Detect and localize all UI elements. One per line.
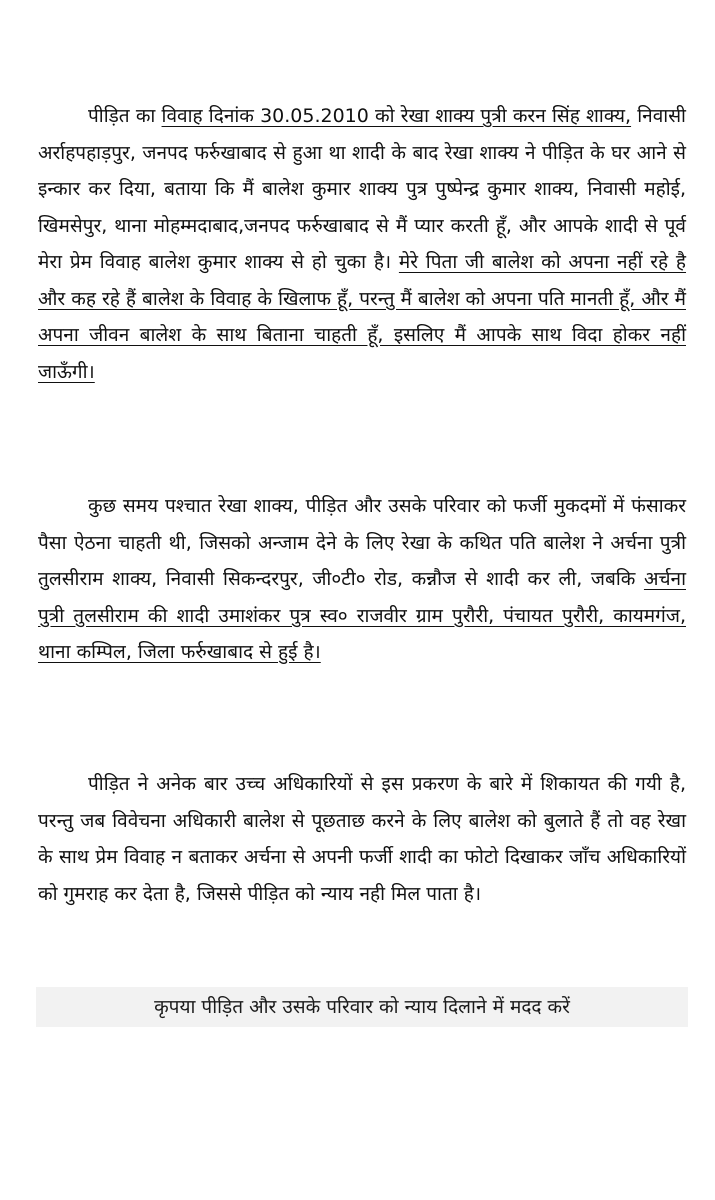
paragraph-2-body: कुछ समय पश्चात रेखा शाक्य, पीड़ित और उसके परिवार को फर्जी मुकदमों में फंसाकर पैसा ऐठना चाहती थी, जिसको अन्जाम देने के लिए रेखा के कथित पति बालेश ने अर्चना पुत्री तुलसीराम शाक्य, निवासी सिकन्दरपुर, जी०टी० रोड, कन्नौज से शादी कर ली, जबकि bbox=[38, 495, 686, 590]
paragraph-complaints bbox=[38, 766, 686, 912]
paragraph-marriage-details bbox=[38, 98, 686, 390]
paragraph-2-underlined-archana-marriage: अर्चना पुत्री तुलसीराम की शादी उमाशंकर पुत्र स्व० राजवीर ग्राम पुरौरी, पंचायत पुरौरी, कायमगंज, थाना कम्पिल, जिला फर्रुखाबाद से हुई है। bbox=[38, 568, 686, 663]
paragraph-1-underlined-marriage-date: विवाह दिनांक 30.05.2010 को रेखा शाक्य पुत्री करन सिंह शाक्य, bbox=[161, 105, 632, 127]
paragraph-1-underlined-statement: मेरे पिता जी बालेश को अपना नहीं रहे है और कह रहे हैं बालेश के विवाह के खिलाफ हूँ, परन्तु मैं बालेश को अपना पति मानती हूँ, और मैं अपना जीवन बालेश के साथ बिताना चाहती हूँ, इसलिए मैं आपके साथ विदा होकर नहीं जाऊँगी। bbox=[38, 251, 687, 383]
paragraph-3-body: पीड़ित ने अनेक बार उच्च अधिकारियों से इस प्रकरण के बारे में शिकायत की गयी है, परन्तु जब विवेचना अधिकारी बालेश से पूछताछ करने के लिए बालेश को बुलाते हैं तो वह रेखा के साथ प्रेम विवाह न बताकर अर्चना से अपनी फर्जी शादी का फोटो दिखाकर जाँच अधिकारियों को गुमराह कर देता है, जिससे पीड़ित को न्याय नही मिल पाता है। bbox=[38, 773, 686, 905]
closing-request-banner: कृपया पीड़ित और उसके परिवार को न्याय दिलाने में मदद करें bbox=[36, 987, 688, 1027]
paragraph-false-cases bbox=[38, 488, 686, 671]
paragraph-1-body: निवासी अर्राहपहाड़पुर, जनपद फर्रुखाबाद से हुआ था शादी के बाद रेखा शाक्य ने पीड़ित के घर आने से इन्कार कर दिया, बताया कि मैं बालेश कुमार शाक्य पुत्र पुष्पेन्द्र कुमार शाक्य, निवासी महोई, खिमसेपुर, थाना मोहम्मदाबाद,जनपद फर्रुखाबाद से मैं प्यार करती हूँ, और आपके शादी से पूर्व मेरा प्रेम विवाह बालेश कुमार शाक्य से हो चुका है। bbox=[38, 105, 686, 273]
paragraph-1-intro: पीड़ित का bbox=[88, 105, 162, 127]
